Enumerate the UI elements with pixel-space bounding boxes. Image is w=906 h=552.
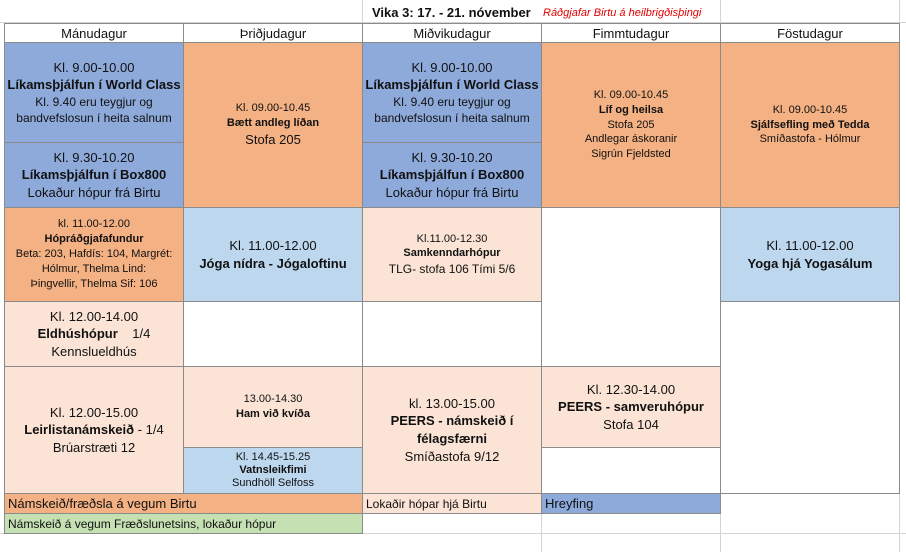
week-subtitle: Ráðgjafar Birtu á heilbrigðisþingi [543, 7, 702, 19]
event-time: 13.00-14.30 [243, 393, 303, 406]
event-note: Þingvellir, Thelma Sif: 106 [30, 277, 158, 290]
event-mon-worldclass [4, 42, 184, 143]
event-note: Andlegar áskoranir [584, 133, 678, 146]
event-title: Hópráðgjafafundur [44, 233, 144, 246]
event-time: Kl. 9.30-10.20 [53, 149, 135, 165]
event-fri-yoga [720, 207, 900, 302]
event-location: Stofa 205 [607, 118, 655, 131]
event-location: Stofa 104 [603, 416, 659, 432]
event-wed-box800 [362, 142, 542, 208]
event-title: Líkamsþjálfun í World Class [365, 77, 539, 93]
event-title: Líkamsþjálfun í Box800 [21, 167, 167, 183]
event-location: Smíðastofa - Hólmur [759, 133, 861, 146]
event-time: Kl. 11.00-12.00 [229, 237, 317, 253]
event-tue-yoga-nidra [183, 207, 363, 302]
event-title-row [38, 325, 151, 343]
event-title: félagsfærni [416, 431, 488, 446]
event-time: Kl. 9.30-10.20 [411, 149, 493, 165]
event-time: Kl. 12.00-15.00 [49, 404, 139, 420]
week-title: Vika 3: 17. - 21. nóvember [372, 5, 531, 20]
day-header-tuesday: Þriðjudagur [183, 23, 363, 43]
event-wed-compassion [362, 207, 542, 302]
empty-slot [362, 301, 542, 367]
event-time: Kl. 12.30-14.00 [586, 381, 676, 397]
event-location: Sundhöll Selfoss [232, 477, 314, 490]
event-location: Smíðastofa 9/12 [404, 448, 500, 464]
event-title: Eldhúshópur [37, 326, 118, 342]
event-tue-mental-wellbeing [183, 42, 363, 208]
event-title: Sjálfsefling með Tedda [750, 118, 870, 131]
event-note: Kl. 9.40 eru teygjur og [393, 94, 511, 109]
event-title: Líf og heilsa [598, 103, 664, 116]
event-time: Kl. 14.45-15.25 [235, 450, 311, 463]
event-title: Bætt andleg líðan [226, 117, 320, 130]
event-thu-peers-group [541, 366, 721, 448]
event-time: Kl. 09.00-10.45 [772, 103, 848, 116]
empty-slot [541, 447, 721, 494]
empty-slot [183, 301, 363, 367]
event-time: Kl. 12.00-14.00 [49, 308, 139, 324]
event-title: Vatnsleikfimi [239, 463, 307, 476]
event-title: Líkamsþjálfun í Box800 [379, 167, 525, 183]
event-title: Yoga hjá Yogasálum [747, 255, 873, 271]
event-note: bandvefslosun í heita salnum [374, 111, 530, 126]
legend-birtu-courses: Námskeið/fræðsla á vegum Birtu [4, 493, 363, 514]
legend-movement: Hreyfing [541, 493, 721, 514]
gridline [720, 0, 721, 23]
event-time: Kl. 09.00-10.45 [235, 102, 311, 115]
empty-slot [541, 207, 721, 367]
event-time: kl. 11.00-12.00 [58, 218, 130, 231]
event-time: Kl.11.00-12.30 [416, 232, 488, 245]
empty-slot [720, 301, 900, 494]
event-wed-worldclass [362, 42, 542, 143]
event-tue-water-aerobics [183, 447, 363, 494]
day-header-wednesday: Miðvikudagur [362, 23, 542, 43]
event-thu-life-health [541, 42, 721, 208]
event-fri-self-empowerment [720, 42, 900, 208]
event-time: Kl. 9.00-10.00 [53, 59, 135, 75]
event-note: Kl. 9.40 eru teygjur og [35, 94, 153, 109]
event-session: 1/4 [132, 326, 151, 342]
event-location: Stofa 205 [245, 132, 301, 148]
event-note: Lokaður hópur frá Birtu [27, 184, 161, 200]
legend-locked-groups: Lokaðir hópar hjá Birtu [362, 493, 542, 514]
event-note: bandvefslosun í heita salnum [16, 111, 172, 126]
day-header-friday: Föstudagur [720, 23, 900, 43]
event-title-row [24, 421, 163, 439]
event-title: PEERS - námskeið í [390, 413, 514, 429]
legend-network-courses: Námskeið á vegum Fræðslunetsins, lokaður hópur [4, 513, 363, 534]
event-mon-group-counselling [4, 207, 184, 302]
gridline [541, 514, 542, 552]
event-time: Kl. 09.00-10.45 [593, 88, 669, 101]
event-mon-kitchen [4, 301, 184, 367]
event-note: Hólmur, Thelma Lind: [41, 262, 147, 275]
event-location: Brúarstræti 12 [52, 439, 136, 455]
event-title: Ham við kvíða [236, 408, 310, 420]
event-note: Lokaður hópur frá Birtu [385, 184, 519, 200]
event-wed-peers-course [362, 366, 542, 494]
event-title: PEERS - samveruhópur [558, 399, 704, 415]
event-mon-ceramics [4, 366, 184, 494]
event-title: Samkenndarhópur [403, 247, 501, 260]
event-time: kl. 13.00-15.00 [408, 395, 495, 411]
event-time: Kl. 9.00-10.00 [411, 59, 493, 75]
event-tue-anxiety [183, 366, 363, 448]
event-location: TLG- stofa 106 Tími 5/6 [388, 262, 516, 277]
gridline [362, 0, 363, 23]
day-header-thursday: Fimmtudagur [541, 23, 721, 43]
event-location: Kennslueldhús [51, 343, 137, 359]
event-session: - 1/4 [137, 422, 164, 438]
event-title: Jóga nídra - Jógaloftinu [199, 255, 347, 271]
day-header-monday: Mánudagur [4, 23, 184, 43]
event-title: Leirlistanámskeið [24, 422, 135, 438]
event-time: Kl. 11.00-12.00 [766, 237, 854, 253]
event-mon-box800 [4, 142, 184, 208]
event-title: Líkamsþjálfun í World Class [7, 77, 181, 93]
event-note: Sigrún Fjeldsted [591, 148, 671, 161]
event-note: Beta: 203, Hafdís: 104, Margrét: [15, 248, 173, 261]
